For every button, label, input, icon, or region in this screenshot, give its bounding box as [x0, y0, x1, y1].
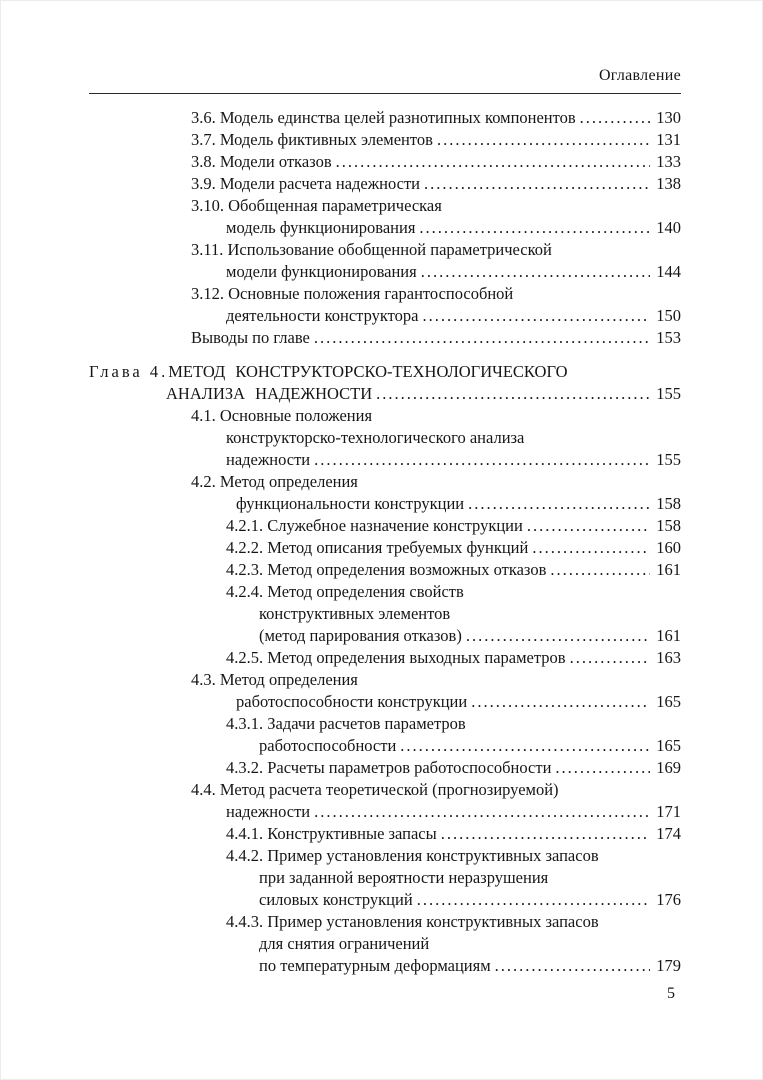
toc-line	[259, 735, 681, 757]
dot-leader	[527, 515, 650, 537]
toc-line	[259, 603, 681, 625]
toc-entry	[89, 239, 681, 283]
toc-entry	[89, 173, 681, 195]
toc-entry-text: 4.3.1. Задачи расчетов параметров	[226, 714, 466, 733]
toc-page-number: 160	[656, 538, 681, 557]
dot-leader	[580, 107, 651, 129]
toc-page-number: 161	[656, 626, 681, 645]
toc-line	[226, 713, 681, 735]
toc-line	[191, 239, 681, 261]
toc-entry-text: 3.11. Использование обобщенной параметрической	[191, 240, 552, 259]
toc-line	[259, 889, 681, 911]
toc-page-number: 155	[656, 384, 681, 403]
toc-page-number: 153	[656, 328, 681, 347]
toc-line	[191, 151, 681, 173]
toc-entry	[89, 283, 681, 327]
toc-line	[226, 261, 681, 283]
dot-leader	[495, 955, 651, 977]
toc-entry-text: 4.4. Метод расчета теоретической (прогнозируемой)	[191, 780, 559, 799]
toc-entry-text: работоспособности	[259, 736, 397, 755]
toc-entry-text: 3.9. Модели расчета надежности	[191, 174, 420, 193]
dot-leader	[376, 383, 650, 405]
toc-line	[226, 537, 681, 559]
dot-leader	[441, 823, 651, 845]
toc-line	[226, 305, 681, 327]
toc-page-number: 155	[656, 450, 681, 469]
toc-entry-text: Выводы по главе	[191, 328, 310, 347]
toc-entry-text: 4.2.1. Служебное назначение конструкции	[226, 516, 523, 535]
toc-entry	[89, 195, 681, 239]
toc-entry	[89, 757, 681, 779]
toc-line	[259, 867, 681, 889]
toc-line	[226, 647, 681, 669]
toc-entry	[89, 129, 681, 151]
toc-page-number: 179	[656, 956, 681, 975]
toc-entry-text: по температурным деформациям	[259, 956, 491, 975]
toc-page-number: 133	[656, 152, 681, 171]
dot-leader	[422, 305, 650, 327]
toc-entry	[89, 471, 681, 515]
toc-page-number: 158	[656, 494, 681, 513]
toc-line	[226, 911, 681, 933]
toc-entry-text: надежности	[226, 802, 311, 821]
dot-leader	[471, 691, 650, 713]
toc-entry-text: 4.2.4. Метод определения свойств	[226, 582, 464, 601]
toc-line	[191, 405, 681, 427]
toc-entry	[89, 779, 681, 823]
toc-entry-text: для снятия ограничений	[259, 934, 430, 953]
toc-page-number: 176	[656, 890, 681, 909]
toc-entry-text: функциональности конструкции	[236, 494, 465, 513]
toc-entry-text: 4.1. Основные положения	[191, 406, 373, 425]
dot-leader	[532, 537, 650, 559]
toc-entry-text: 4.2. Метод определения	[191, 472, 358, 491]
toc-entry	[89, 911, 681, 977]
toc-entry-text: 4.4.3. Пример установления конструктивных запасов	[226, 912, 599, 931]
dot-leader	[336, 151, 651, 173]
toc-entry	[89, 823, 681, 845]
toc-line	[236, 691, 681, 713]
dot-leader	[314, 801, 650, 823]
toc-line	[226, 427, 681, 449]
toc-entry-text: 4.3.2. Расчеты параметров работоспособности	[226, 758, 552, 777]
toc-entry-text: надежности	[226, 450, 311, 469]
dot-leader	[570, 647, 651, 669]
toc-page-number: 158	[656, 516, 681, 535]
toc-line	[191, 107, 681, 129]
toc-line	[226, 757, 681, 779]
dot-leader	[424, 173, 650, 195]
toc-entry-text: модели функционирования	[226, 262, 417, 281]
toc-entry-text: деятельности конструктора	[226, 306, 419, 325]
toc-entry-text: (метод парирования отказов)	[259, 626, 462, 645]
toc-page-number: 140	[656, 218, 681, 237]
toc-page-number: 131	[656, 130, 681, 149]
toc-line	[259, 955, 681, 977]
toc-line	[226, 845, 681, 867]
toc-entry	[89, 151, 681, 173]
toc-line	[226, 559, 681, 581]
toc-entry-text: 4.4.1. Конструктивные запасы	[226, 824, 437, 843]
toc-entry	[89, 845, 681, 911]
chapter-label: Глава 4.	[89, 362, 169, 381]
toc-page-number: 144	[656, 262, 681, 281]
toc-entry	[89, 581, 681, 647]
toc-line	[191, 779, 681, 801]
toc-entry	[89, 405, 681, 471]
toc-line	[259, 933, 681, 955]
dot-leader	[314, 449, 650, 471]
toc-entry	[89, 361, 681, 405]
toc-entry-text: модель функционирования	[226, 218, 416, 237]
toc-page-number: 130	[656, 108, 681, 127]
toc-entry-text: 4.3. Метод определения	[191, 670, 358, 689]
toc-page-number: 165	[656, 692, 681, 711]
dot-leader	[419, 217, 650, 239]
toc-entry	[89, 515, 681, 537]
toc-line	[226, 217, 681, 239]
toc-line	[191, 129, 681, 151]
toc-entry-text: 3.12. Основные положения гарантоспособной	[191, 284, 514, 303]
toc-entry	[89, 647, 681, 669]
toc-line	[236, 493, 681, 515]
toc-entry	[89, 537, 681, 559]
dot-leader	[468, 493, 650, 515]
toc-entry-text: 4.2.2. Метод описания требуемых функций	[226, 538, 529, 557]
toc-line	[166, 383, 681, 405]
toc-entry	[89, 713, 681, 757]
toc-line	[226, 449, 681, 471]
toc-entry-text: 3.7. Модель фиктивных элементов	[191, 130, 433, 149]
toc-page-number: 138	[656, 174, 681, 193]
toc-entry-text: АНАЛИЗА НАДЕЖНОСТИ	[166, 384, 373, 403]
toc-line	[191, 327, 681, 349]
toc-page-number: 163	[656, 648, 681, 667]
toc-entry-text: 4.2.5. Метод определения выходных параметров	[226, 648, 566, 667]
running-title: Оглавление	[598, 67, 681, 84]
toc-entry-text: конструктивных элементов	[259, 604, 451, 623]
toc-entry	[89, 669, 681, 713]
toc-entry	[89, 327, 681, 349]
toc-line	[226, 823, 681, 845]
toc-line	[191, 195, 681, 217]
toc-line	[191, 283, 681, 305]
toc-line	[191, 173, 681, 195]
toc-line	[226, 515, 681, 537]
toc-line	[191, 669, 681, 691]
page-number: 5	[667, 985, 675, 1002]
toc-entry-text: 4.2.3. Метод определения возможных отказов	[226, 560, 547, 579]
toc-entry-text: конструкторско-технологического анализа	[226, 428, 525, 447]
toc-line	[89, 361, 681, 383]
toc-entry-text: МЕТОД КОНСТРУКТОРСКО-ТЕХНОЛОГИЧЕСКОГО	[168, 362, 568, 381]
toc-line	[259, 625, 681, 647]
toc-entry-text: работоспособности конструкции	[236, 692, 468, 711]
toc-page-number: 169	[656, 758, 681, 777]
toc-page-number: 161	[656, 560, 681, 579]
dot-leader	[417, 889, 651, 911]
toc-entry-text: 3.6. Модель единства целей разнотипных компонентов	[191, 108, 576, 127]
toc-line	[226, 801, 681, 823]
toc-line	[191, 471, 681, 493]
toc-entry-text: при заданной вероятности неразрушения	[259, 868, 549, 887]
toc-page-number: 150	[656, 306, 681, 325]
dot-leader	[314, 327, 650, 349]
toc-page-number: 171	[656, 802, 681, 821]
dot-leader	[421, 261, 651, 283]
toc-entry	[89, 559, 681, 581]
toc-entry-text: силовых конструкций	[259, 890, 413, 909]
table-of-contents	[89, 107, 681, 977]
toc-entry	[89, 107, 681, 129]
dot-leader	[437, 129, 650, 151]
dot-leader	[555, 757, 650, 779]
header-rule	[89, 93, 681, 94]
toc-entry-text: 3.8. Модели отказов	[191, 152, 332, 171]
toc-entry-text: 4.4.2. Пример установления конструктивных запасов	[226, 846, 599, 865]
dot-leader	[550, 559, 650, 581]
dot-leader	[400, 735, 650, 757]
dot-leader	[466, 625, 650, 647]
toc-line	[226, 581, 681, 603]
toc-page-number: 174	[656, 824, 681, 843]
toc-entry-text: 3.10. Обобщенная параметрическая	[191, 196, 442, 215]
toc-page-number: 165	[656, 736, 681, 755]
